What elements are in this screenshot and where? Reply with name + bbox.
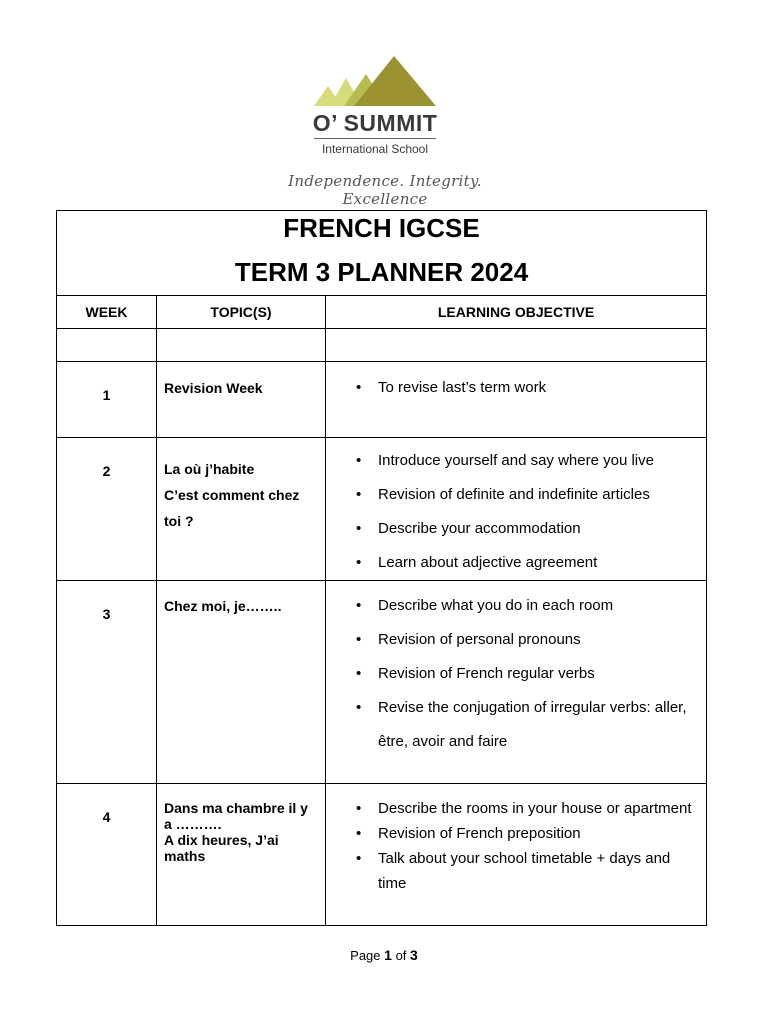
week-number: 3 [57,581,157,784]
logo-divider [314,138,436,139]
page-footer [0,947,768,963]
week-number: 2 [57,438,157,581]
objective-item: • To revise last’s term work [378,379,706,396]
topic-text: C’est comment chez toi ? [164,487,300,529]
objective-item: • Describe what you do in each room [378,589,700,623]
topic-text: Dans ma chambre il y a ………. [164,800,308,832]
objective-item: • Introduce yourself and say where you live [378,444,706,478]
header-objective: LEARNING OBJECTIVE [326,296,707,329]
document-title: FRENCH IGCSE [283,213,480,243]
header-topics: TOPIC(S) [157,296,326,329]
objective-item: • Describe your accommodation [378,512,706,546]
topic-cell [157,438,326,581]
objective-item: • Revision of French preposition [378,821,696,846]
objective-item: • Describe the rooms in your house or apartment [378,796,696,821]
school-logo [300,56,450,161]
objective-item: • Revise the conjugation of irregular verbs: aller, être, avoir and faire [378,691,700,759]
objective-cell [326,581,707,784]
page-label: Page [350,948,381,963]
table-row [57,438,707,581]
topic-cell [157,784,326,926]
week-number: 4 [57,784,157,926]
school-subtitle: International School [321,142,429,156]
current-page: 1 [384,947,392,963]
table-row [57,784,707,926]
total-pages: 3 [410,947,418,963]
planner-table [56,210,707,926]
mountain-logo-icon [314,56,436,108]
header-week: WEEK [57,296,157,329]
document-subtitle: TERM 3 PLANNER 2024 [234,257,529,287]
topic-text: Chez moi, je…….. [164,598,282,614]
topic-text: Revision Week [164,380,263,396]
topic-cell [157,362,326,438]
topic-text: A dix heures, J’ai maths [164,832,279,864]
objective-cell [326,438,707,581]
school-name: O’ SUMMIT [312,110,438,136]
table-row [57,362,707,438]
objective-item: • Talk about your school timetable + days and time [378,846,696,896]
empty-row [57,329,707,362]
objective-cell [326,362,707,438]
objective-item: • Learn about adjective agreement [378,546,706,580]
topic-text: La où j’habite [164,461,255,477]
title-cell [57,211,707,296]
of-label: of [395,948,407,963]
topic-cell [157,581,326,784]
objective-cell [326,784,707,926]
school-motto: Independence. Integrity. Excellence [288,172,482,208]
header-row [57,296,707,329]
objective-item: • Revision of French regular verbs [378,657,700,691]
objective-item: • Revision of definite and indefinite articles [378,478,706,512]
objective-item: • Revision of personal pronouns [378,623,700,657]
week-number: 1 [57,362,157,438]
table-row [57,581,707,784]
